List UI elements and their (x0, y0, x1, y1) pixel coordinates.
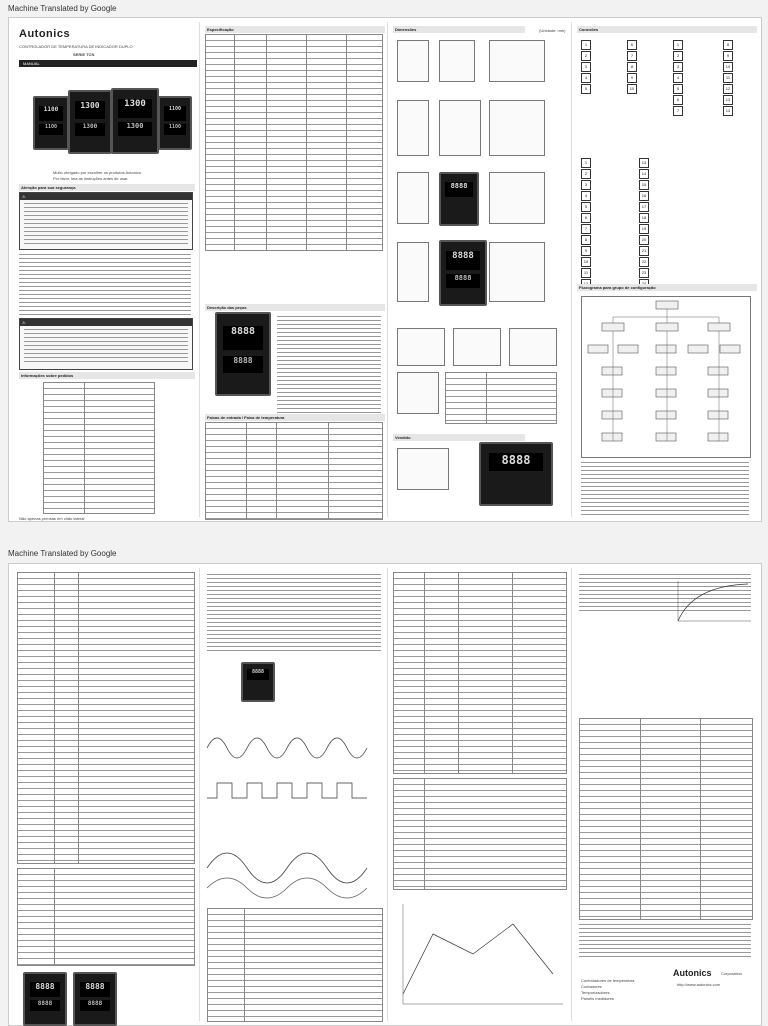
sv-display: 8888 (446, 274, 479, 288)
device-tcn4l (158, 96, 192, 150)
sv-display: 8888 (223, 356, 263, 374)
parts-header: Descrição das peças (205, 304, 385, 311)
parameter-flowchart (581, 296, 751, 458)
safety-header: Atenção para sua segurança (19, 184, 195, 191)
parameter-table-2 (17, 868, 195, 966)
column-notes (573, 568, 757, 1021)
side-view-diagram (397, 100, 429, 156)
ranges-table (205, 422, 383, 520)
sv-display: 1100 (39, 124, 63, 135)
bracket-diagram (453, 328, 501, 366)
table-divider (276, 423, 277, 519)
caution-box (19, 318, 193, 370)
flowchart-notes (581, 462, 749, 518)
bracket-diagram (397, 328, 445, 366)
table-divider (512, 573, 513, 773)
sv-display: 8888 (80, 1000, 110, 1011)
connections-header: Conexões (577, 26, 757, 33)
device-mini (241, 662, 275, 702)
panel-cut-diagram (489, 242, 545, 302)
warning-box (19, 192, 193, 250)
footer-product-2: Contadores (581, 984, 602, 989)
cutout-table (445, 372, 557, 424)
table-divider (424, 573, 425, 773)
terminal-block-4s-right: 6 7 8 9 10 (627, 40, 637, 95)
caution-text-lines (24, 329, 188, 365)
table-divider (78, 573, 79, 863)
column-specs (201, 22, 388, 517)
footer-product-4: Painéis medidores (581, 996, 614, 1001)
pv-display: 8888 (247, 669, 270, 680)
column-functions (201, 568, 388, 1021)
watermark-bottom: Machine Translated by Google (8, 549, 117, 558)
bracket-diagram (509, 328, 557, 366)
front-view-diagram (439, 100, 481, 156)
panel-cut-diagram (489, 100, 545, 156)
device-bottom-left (23, 972, 67, 1026)
column-dimensions (389, 22, 572, 517)
factory-default-table (579, 718, 753, 920)
table-divider (458, 573, 459, 773)
pv-display: 1300 (75, 101, 105, 119)
terminal-block-4m: 1 2 3 4 5 6 7 (673, 40, 683, 117)
column-parameters (13, 568, 200, 1021)
flowchart-svg (582, 297, 750, 457)
pv-display: 1300 (118, 99, 151, 118)
function-text-lines (207, 574, 381, 654)
sv-display: 1300 (118, 122, 151, 136)
table-divider (424, 779, 425, 889)
device-tcn4s (33, 96, 69, 150)
device-tcn4h (111, 88, 159, 154)
side-view-diagram (397, 242, 429, 302)
warning-bar: ⚠ (20, 193, 192, 200)
specs-table (205, 34, 383, 251)
loop-alarm-table (393, 778, 567, 890)
device-front-diagram (215, 312, 271, 396)
column-intro (13, 22, 200, 521)
footer-product-3: Temporizadores (581, 990, 610, 995)
safety-text-lines (19, 254, 191, 318)
brand-logo: Autonics (19, 28, 71, 40)
panel-cut-diagram (489, 172, 545, 224)
table-divider (246, 423, 247, 519)
read-instructions-text: Por favor, leia as instruções antes de usar. (53, 176, 129, 181)
terminal-block-4l-right: 13 14 15 16 17 18 19 20 21 22 23 (639, 158, 649, 290)
thanks-text: Muito obrigado por escolher os produtos Autonics. (53, 170, 142, 175)
panel-cut-diagram (489, 40, 545, 82)
order-header: Informações sobre pedidos (19, 372, 195, 379)
terminal-block-4s: 1 2 3 4 5 (581, 40, 591, 95)
footer-corporation: Corporation (721, 971, 742, 976)
table-divider (346, 35, 347, 250)
pv-display: 1100 (164, 106, 187, 121)
terminal-block-4m-right: 8 9 10 11 12 13 14 (723, 40, 733, 117)
ramp-chart (673, 576, 753, 626)
bottom-note: Não apenas prensas em chão lateral (19, 516, 85, 521)
table-divider (234, 35, 235, 250)
pv-display: 8888 (30, 982, 60, 997)
model-title: SERIE TCN (73, 52, 95, 57)
ranges-header: Faixas de entrada / Faixa de temperatura (205, 414, 385, 421)
table-divider (54, 573, 55, 863)
heating-cooling-chart (207, 838, 381, 898)
sv-display: 8888 (30, 1000, 60, 1011)
manual-bar: MANUAL (19, 60, 197, 67)
table-divider (266, 35, 267, 250)
cautions-text-lines (579, 924, 751, 960)
panel-cutout-diagram (397, 372, 439, 414)
bracket-accessory (397, 448, 449, 490)
device-tcn4m (68, 90, 112, 154)
control-waveform-chart (207, 728, 381, 828)
sv-display: 1100 (164, 124, 187, 135)
table-divider (54, 869, 55, 965)
product-subtitle: CONTROLADOR DE TEMPERATURA DE INDICADOR DUPLO (19, 44, 133, 49)
footer-url[interactable]: http://www.autonics.com (677, 982, 721, 987)
side-view-diagram (397, 172, 429, 224)
order-table (43, 382, 155, 514)
sv-display: 1300 (75, 123, 105, 136)
pv-display: 8888 (445, 182, 472, 197)
parameter-flow-header: Fluxograma para grupo de configuração (577, 284, 757, 291)
manual-sheet-back (8, 563, 762, 1026)
pv-display: 8888 (446, 251, 479, 270)
footer-product-1: Controladores de temperatura (581, 978, 635, 983)
pv-display: 8888 (223, 326, 263, 350)
device-with-bracket (479, 442, 553, 506)
device-diagram (439, 172, 479, 226)
column-connections (573, 22, 757, 517)
parts-description-lines (277, 316, 381, 416)
table-divider (244, 909, 245, 1021)
caution-bar: ⚠ (20, 319, 192, 326)
front-view-diagram (439, 40, 475, 82)
dimensions-header: Dimensões (393, 26, 525, 33)
unit-label: (Unidade: mm) (539, 28, 566, 33)
pv-display: 8888 (489, 453, 542, 471)
accessory-header: Vendido (393, 434, 525, 441)
table-divider (486, 373, 487, 423)
pv-display: 8888 (80, 982, 110, 997)
time-chart (393, 894, 565, 1014)
alarm-mode-table (393, 572, 567, 774)
device-diagram (439, 240, 487, 306)
alarm-table (207, 908, 383, 1022)
terminal-block-4l: 1 2 3 4 5 6 7 8 9 10 11 (581, 158, 591, 290)
column-alarms (389, 568, 572, 1021)
table-divider (700, 719, 701, 919)
manual-sheet-front (8, 17, 762, 522)
pv-display: 1100 (39, 106, 63, 121)
warning-text-lines (24, 203, 188, 247)
side-view-diagram (397, 40, 429, 82)
device-bottom-right (73, 972, 117, 1026)
footer-brand-logo: Autonics (673, 968, 712, 978)
parameter-table (17, 572, 195, 864)
watermark-top: Machine Translated by Google (8, 4, 117, 13)
specs-header: Especificação (205, 26, 385, 33)
table-divider (640, 719, 641, 919)
table-divider (328, 423, 329, 519)
table-divider (84, 383, 85, 513)
table-divider (306, 35, 307, 250)
